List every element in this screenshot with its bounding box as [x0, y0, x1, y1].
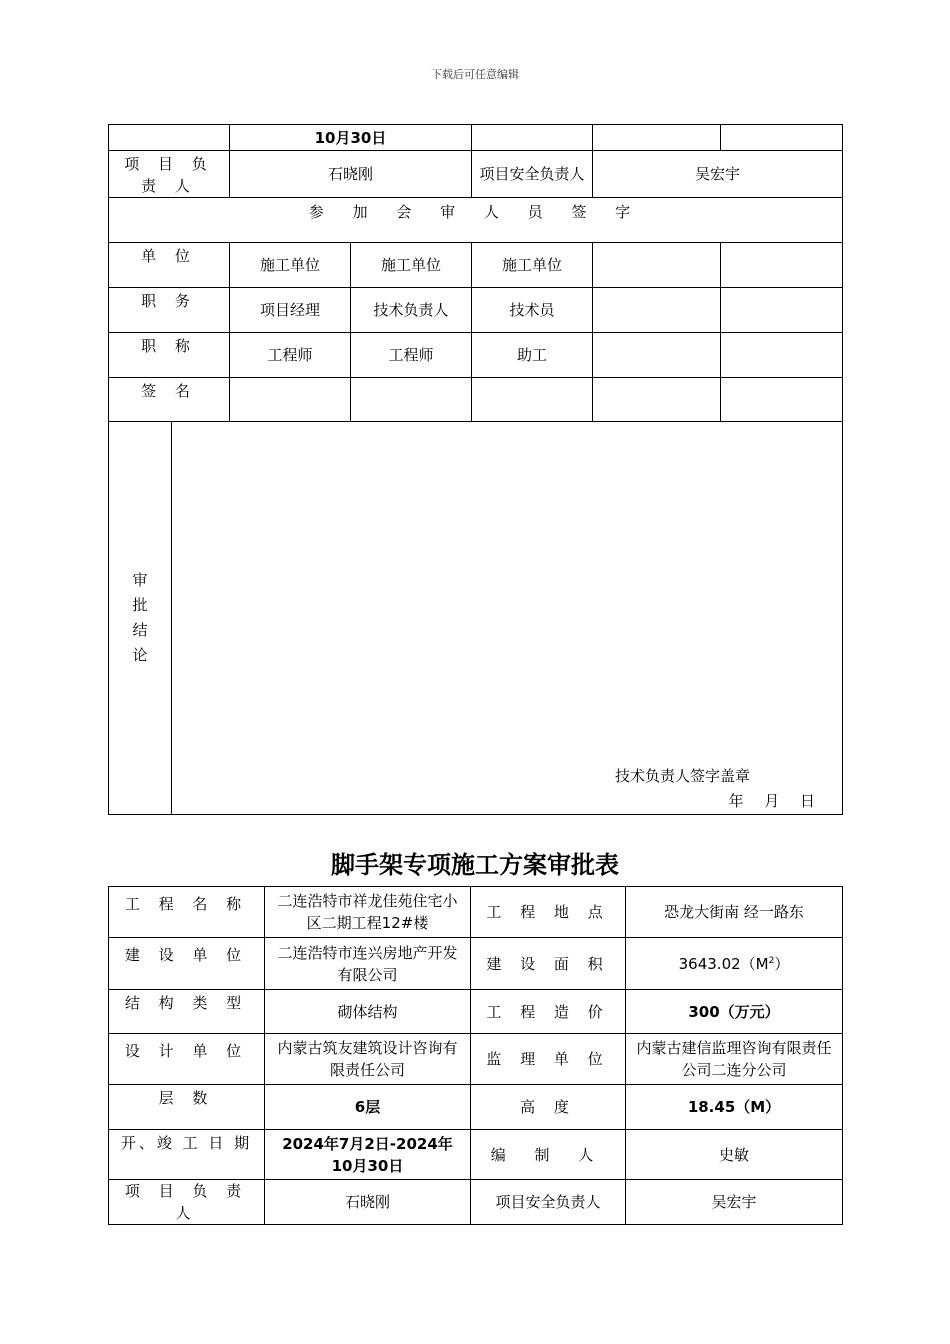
- approval-form-title: 脚手架专项施工方案审批表: [331, 851, 619, 879]
- signers-title: 参 加 会 审 人 员 签 字: [109, 198, 843, 243]
- unit-cell: [721, 243, 843, 288]
- duty-cell: 技术员: [472, 288, 593, 333]
- empty-cell: [721, 125, 843, 151]
- title-cell: [593, 333, 721, 378]
- safety-value: 吴宏宇: [626, 1180, 843, 1225]
- unit-cell: 施工单位: [351, 243, 472, 288]
- floors-value: 6层: [265, 1085, 471, 1130]
- period-label: 开、竣 工 日 期: [109, 1130, 265, 1180]
- title-cell: [721, 333, 843, 378]
- safety-label: 项目安全负责人: [472, 151, 593, 198]
- supervisor-label: 监 理 单 位: [471, 1034, 626, 1085]
- empty-cell: [472, 125, 593, 151]
- conclusion-label-cell: [109, 422, 172, 815]
- editor-value: 史敏: [626, 1130, 843, 1180]
- unit-cell: [593, 243, 721, 288]
- duty-cell: [721, 288, 843, 333]
- pm-value: 石晓刚: [265, 1180, 471, 1225]
- height-label: 高 度: [471, 1085, 626, 1130]
- safety-label: 项目安全负责人: [471, 1180, 626, 1225]
- unit-cell: 施工单位: [230, 243, 351, 288]
- sign-cell: [721, 378, 843, 422]
- cost-label: 工 程 造 价: [471, 990, 626, 1034]
- structure-label: 结 构 类 型: [109, 990, 265, 1034]
- unit-cell: 施工单位: [472, 243, 593, 288]
- date-label: 年 月 日: [728, 791, 818, 810]
- location-value: 恐龙大街南 经一路东: [626, 887, 843, 938]
- duty-cell: [593, 288, 721, 333]
- sign-label: 签 名: [109, 378, 230, 422]
- project-name-value: 二连浩特市祥龙佳苑住宅小区二期工程12#楼: [265, 887, 471, 938]
- sign-cell: [230, 378, 351, 422]
- duty-label: 职 务: [109, 288, 230, 333]
- conclusion-area[interactable]: [172, 422, 843, 815]
- review-signature-table: [108, 124, 843, 815]
- builder-value: 二连浩特市连兴房地产开发有限公司: [265, 938, 471, 990]
- safety-value: 吴宏宇: [593, 151, 843, 198]
- approval-form-table: [108, 886, 843, 1225]
- design-label: 设 计 单 位: [109, 1034, 265, 1085]
- cost-value: 300（万元）: [626, 990, 843, 1034]
- unit-label: 单 位: [109, 243, 230, 288]
- sign-cell: [351, 378, 472, 422]
- header-note: 下载后可任意编辑: [431, 68, 519, 81]
- height-value: 18.45（M）: [626, 1085, 843, 1130]
- title-cell: 工程师: [351, 333, 472, 378]
- project-name-label: 工 程 名 称: [109, 887, 265, 938]
- duty-cell: 技术负责人: [351, 288, 472, 333]
- period-value: 2024年7月2日-2024年10月30日: [265, 1130, 471, 1180]
- title-label: 职 称: [109, 333, 230, 378]
- sign-cell: [472, 378, 593, 422]
- area-label: 建 设 面 积: [471, 938, 626, 990]
- empty-cell: [109, 125, 230, 151]
- pm-value: 石晓刚: [230, 151, 472, 198]
- conclusion-label: 审批结论: [132, 571, 148, 664]
- title-cell: 助工: [472, 333, 593, 378]
- pm-label: 项 目 负 责 人: [109, 151, 230, 198]
- location-label: 工 程 地 点: [471, 887, 626, 938]
- builder-label: 建 设 单 位: [109, 938, 265, 990]
- design-value: 内蒙古筑友建筑设计咨询有限责任公司: [265, 1034, 471, 1085]
- sign-cell: [593, 378, 721, 422]
- pm-label: 项 目 负 责 人: [109, 1180, 265, 1225]
- empty-cell: [593, 125, 721, 151]
- date-end-cell: 10月30日: [230, 125, 472, 151]
- supervisor-value: 内蒙古建信监理咨询有限责任公司二连分公司: [626, 1034, 843, 1085]
- sign-seal-label: 技术负责人签字盖章: [614, 766, 750, 785]
- editor-label: 编 制 人: [471, 1130, 626, 1180]
- duty-cell: 项目经理: [230, 288, 351, 333]
- title-cell: 工程师: [230, 333, 351, 378]
- structure-value: 砌体结构: [265, 990, 471, 1034]
- floors-label: 层 数: [109, 1085, 265, 1130]
- area-value: $3643.02(M^2)$: [626, 938, 843, 990]
